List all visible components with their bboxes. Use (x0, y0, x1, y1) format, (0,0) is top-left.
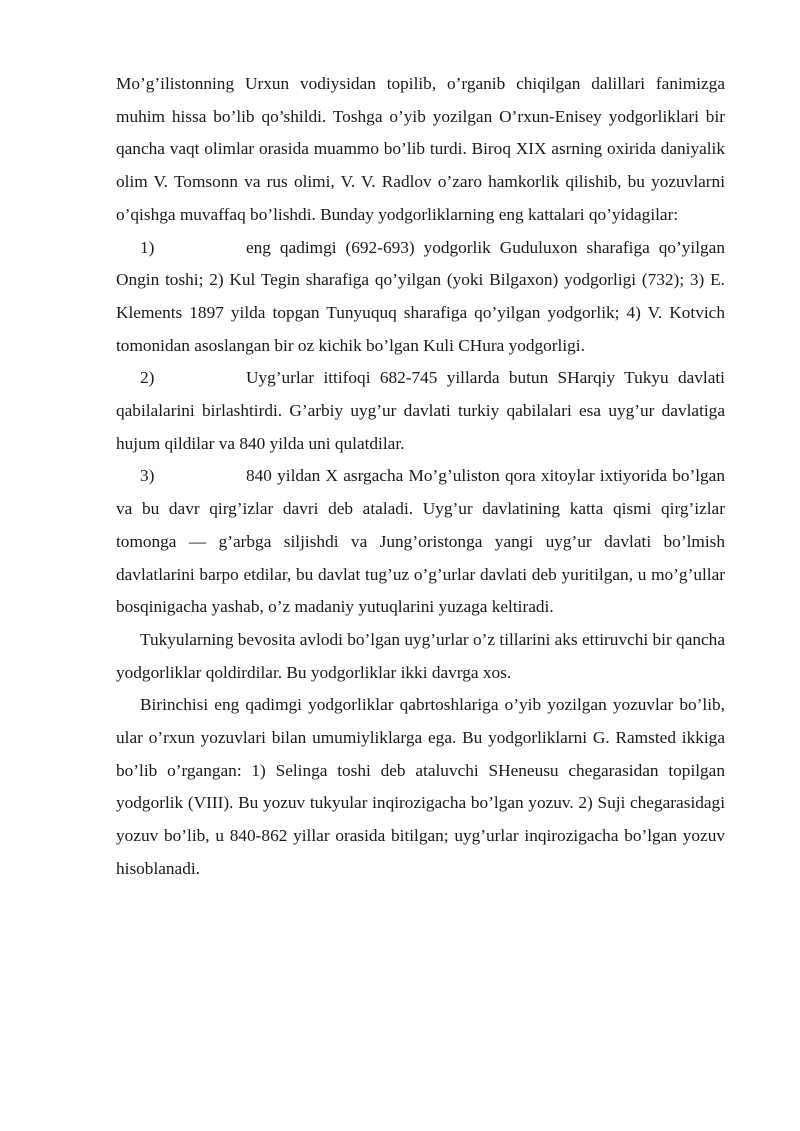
list-item-1-text: eng qadimgi (692-693) yodgorlik Guduluxon sharafiga qo’yilgan Ongin toshi; 2) Kul Tegin sharafiga qo’yilgan (yoki Bilgaxon) yodgorligi (732); 3) E. Klements 1897 yilda topgan Tunyuquq sharafiga qo’yilgan yodgorlik; 4) V. Kotvich tomonidan asoslangan bir oz kichik bo’lgan Kuli CHura yodgorligi. (116, 237, 725, 355)
document-page (116, 68, 725, 886)
list-item-3 (116, 460, 725, 624)
list-item-3-number: 3) (140, 466, 155, 486)
list-item-3-text: 840 yildan X asrgacha Mo’g’uliston qora xitoylar ixtiyorida bo’lgan va bu davr qirg’izlar davri deb ataladi. Uyg’ur davlatining katta qismi qirg’izlar tomonga — g’arbga siljishdi va Jung’oristonga yangi uyg’ur davlati bo’lmish davlatlarini barpo etdilar, bu davlat tug’uz o’g’urlar davlati deb yuritilgan, u mo’g’ullar bosqinigacha yashab, o’z madaniy yutuqlarini yuzaga keltiradi. (116, 466, 725, 617)
list-item-2-number: 2) (140, 368, 155, 388)
list-item-2 (116, 362, 725, 460)
paragraph-tukyu: Tukyularning bevosita avlodi bo’lgan uyg’urlar o’z tillarini aks ettiruvchi bir qancha yodgorliklar qoldirdilar. Bu yodgorliklar ikki davrga xos. (116, 629, 725, 682)
list-item-1 (116, 232, 725, 363)
list-item-1-number: 1) (140, 237, 155, 257)
paragraph-birinchisi: Birinchisi eng qadimgi yodgorliklar qabrtoshlariga o’yib yozilgan yozuvlar bo’lib, ular o’rxun yozuvlari bilan umumiyliklarga ega. Bu yodgorliklarni G. Ramsted ikkiga bo’lib o’rgangan: 1) Selinga toshi deb ataluvchi SHeneusu chegarasidan topilgan yodgorlik (VIII). Bu yozuv tukyular inqirozigacha bo’lgan yozuv. 2) Suji chegarasidagi yozuv bo’lib, u 840-862 yillar orasida bitilgan; uyg’urlar inqirozigacha bo’lgan yozuv hisoblanadi. (116, 695, 725, 878)
paragraph-intro: Mo’g’ilistonning Urxun vodiysidan topilib, o’rganib chiqilgan dalillari fanimizga muhim hissa bo’lib qo’shildi. Toshga o’yib yozilgan O’rxun-Enisey yodgorliklari bir qancha vaqt olimlar orasida muammo bo’lib turdi. Biroq XIX asrning oxirida daniyalik olim V. Tomsonn va rus olimi, V. V. Radlov o’zaro hamkorlik qilishib, bu yozuvlarni o’qishga muvaffaq bo’lishdi. Bunday yodgorliklarning eng kattalari qo’yidagilar: (116, 74, 725, 224)
list-item-2-text: Uyg’urlar ittifoqi 682-745 yillarda butun SHarqiy Tukyu davlati qabilalarini birlashtirdi. G’arbiy uyg’ur davlati turkiy qabilalari esa uyg’ur davlatiga hujum qildilar va 840 yilda uni qulatdilar. (116, 368, 725, 453)
